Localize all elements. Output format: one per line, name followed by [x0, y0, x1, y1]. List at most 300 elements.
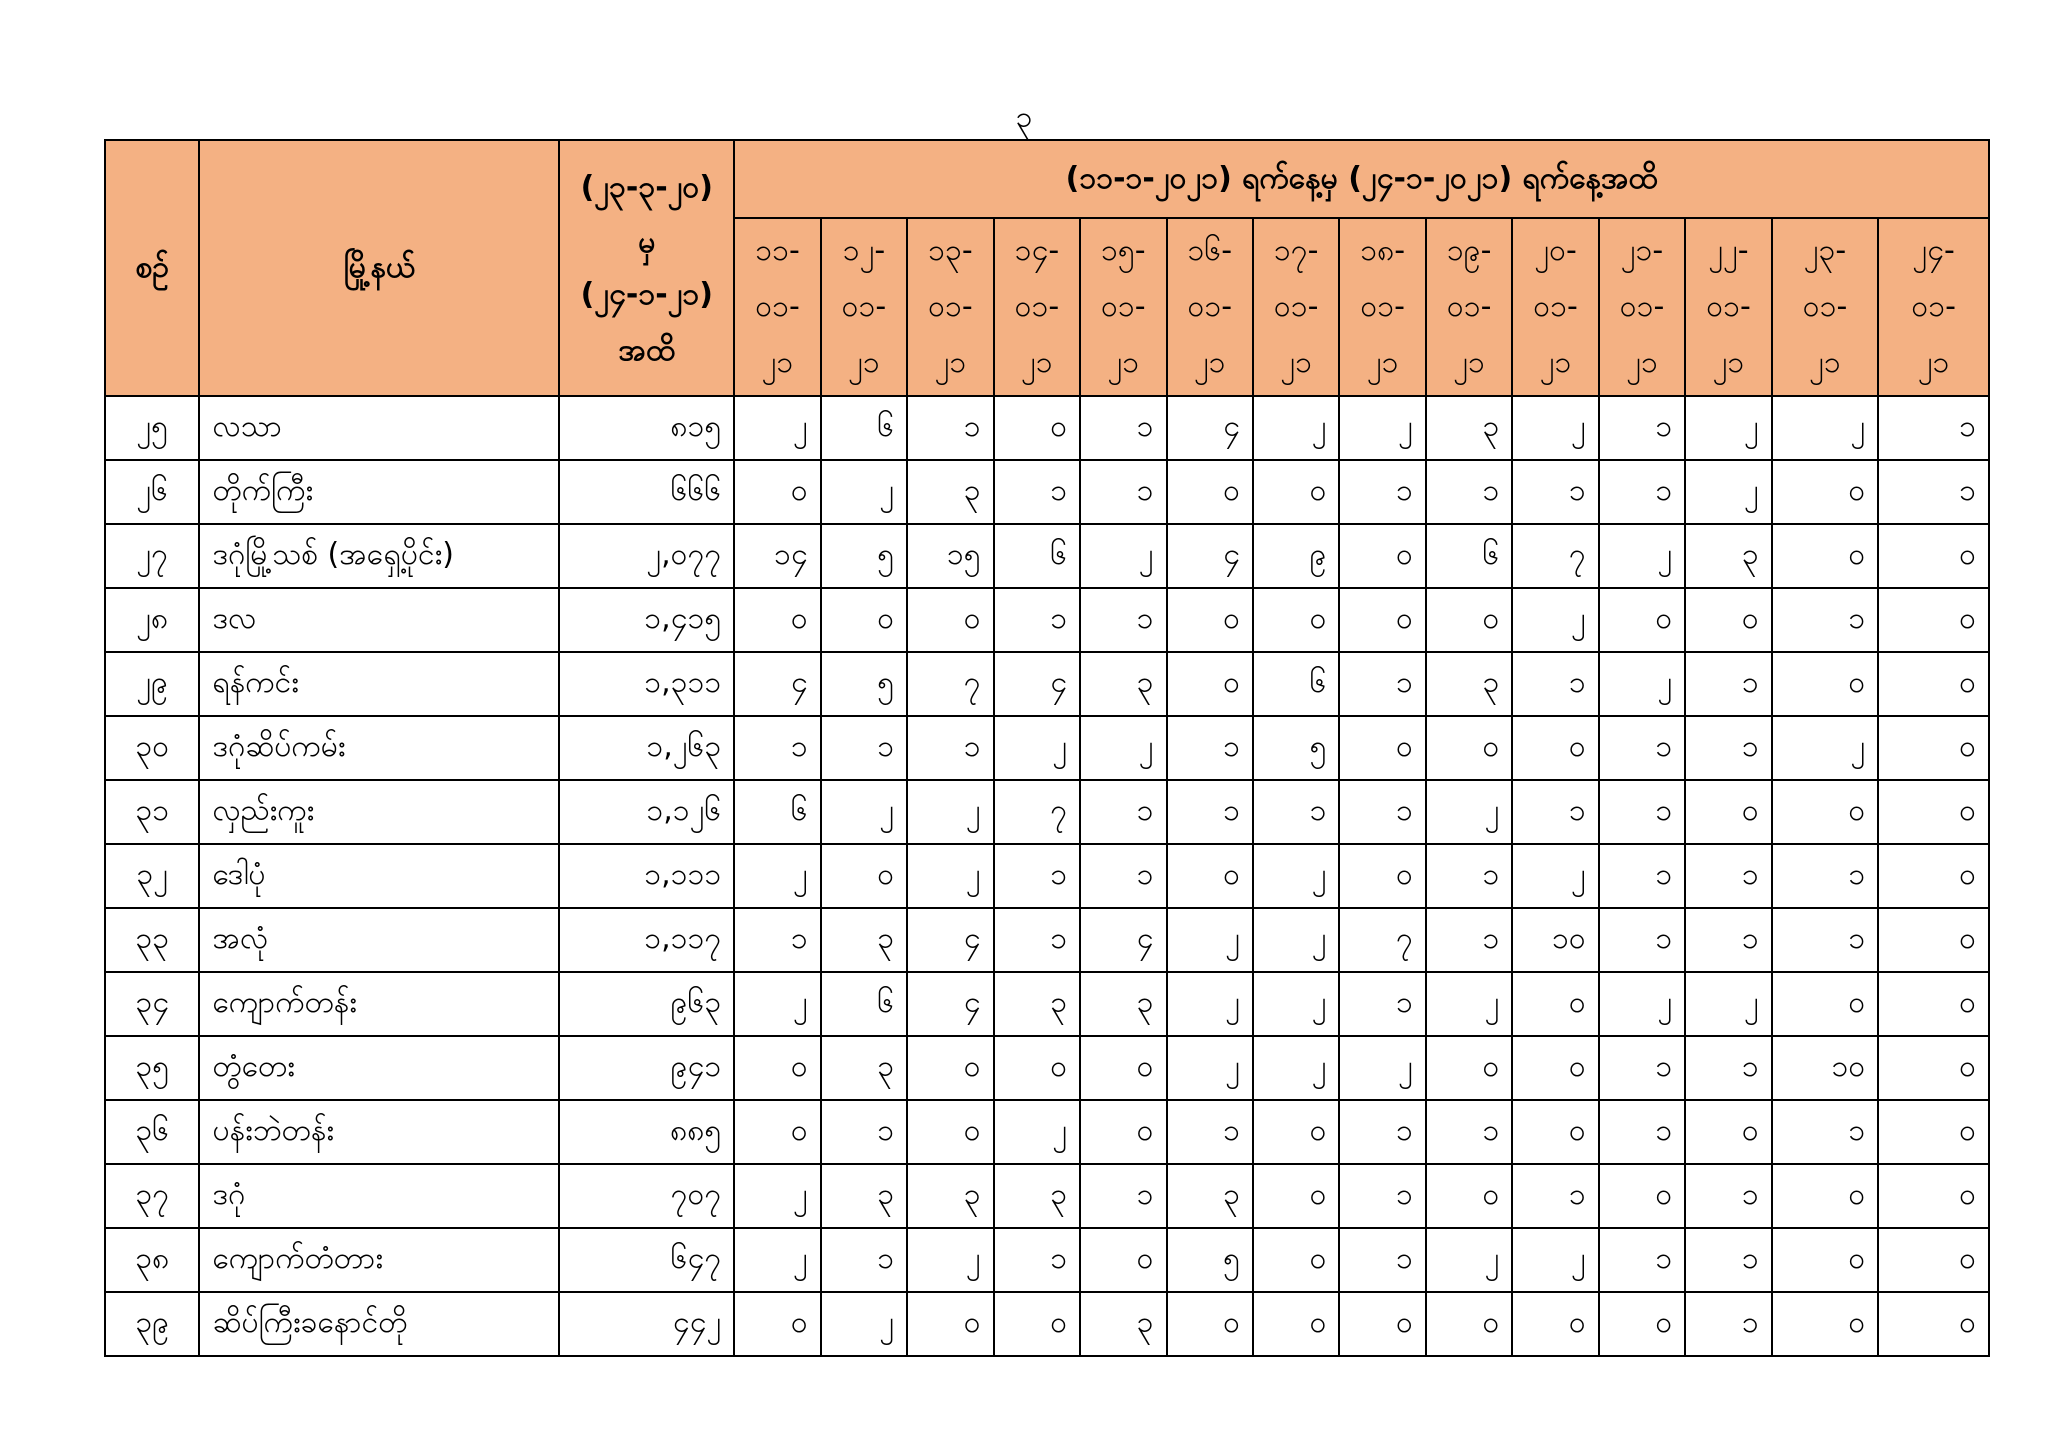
total-cell: ၉၄၁	[559, 1036, 734, 1100]
serial-cell: ၃၇	[105, 1164, 199, 1228]
daily-count-cell: ၁	[994, 1228, 1080, 1292]
daily-count-cell: ၀	[821, 588, 907, 652]
daily-count-cell: ၉	[1253, 524, 1339, 588]
header-date-part: ၀၁-	[1533, 289, 1578, 324]
daily-count-cell: ၁	[1685, 844, 1771, 908]
header-date	[1339, 218, 1425, 396]
header-date	[1253, 218, 1339, 396]
header-date-part: ၂၁	[1917, 345, 1950, 380]
daily-count-cell: ၁	[994, 844, 1080, 908]
daily-count-cell: ၀	[1339, 588, 1425, 652]
daily-count-cell: ၁	[1599, 1100, 1685, 1164]
daily-count-cell: ၃	[1167, 1164, 1253, 1228]
daily-count-cell: ၀	[1685, 1100, 1771, 1164]
daily-count-cell: ၁	[1512, 780, 1598, 844]
header-date	[1599, 218, 1685, 396]
header-date	[821, 218, 907, 396]
header-daily-period: (၁၁-၁-၂၀၂၁) ရက်နေ့မှ (၂၄-၁-၂၀၂၁) ရက်နေ့အထိ	[734, 140, 1989, 218]
total-cell: ၁,၂၆၃	[559, 716, 734, 780]
daily-count-cell: ၁	[1080, 844, 1166, 908]
daily-count-cell: ၇	[1512, 524, 1598, 588]
daily-count-cell: ၀	[1339, 1292, 1425, 1356]
daily-count-cell: ၁	[1599, 1228, 1685, 1292]
table-row	[105, 1228, 1989, 1292]
header-date-part: ၂၁	[1712, 345, 1745, 380]
daily-count-cell: ၁	[1685, 1164, 1771, 1228]
daily-count-cell: ၀	[1253, 588, 1339, 652]
daily-count-cell: ၀	[821, 844, 907, 908]
daily-count-cell: ၂	[907, 844, 993, 908]
daily-count-cell: ၁	[907, 396, 993, 460]
daily-count-cell: ၁	[1599, 844, 1685, 908]
daily-count-cell: ၂	[1426, 780, 1512, 844]
daily-count-cell: ၂	[1426, 972, 1512, 1036]
serial-cell: ၃၅	[105, 1036, 199, 1100]
daily-count-cell: ၀	[1426, 716, 1512, 780]
header-date-part: ၂၁	[1366, 345, 1399, 380]
header-date	[1080, 218, 1166, 396]
daily-count-cell: ၂	[734, 1164, 820, 1228]
township-cell: ဆိပ်ကြီးခနောင်တို	[199, 1292, 559, 1356]
serial-cell: ၃၉	[105, 1292, 199, 1356]
daily-count-cell: ၃	[1080, 972, 1166, 1036]
daily-count-cell: ၁	[1339, 1228, 1425, 1292]
table-row	[105, 1292, 1989, 1356]
daily-count-cell: ၃	[907, 1164, 993, 1228]
total-period-line4: အထိ	[618, 333, 676, 368]
daily-count-cell: ၂	[994, 1100, 1080, 1164]
table-row	[105, 780, 1989, 844]
daily-count-cell: ၂	[1253, 972, 1339, 1036]
daily-count-cell: ၄	[734, 652, 820, 716]
daily-count-cell: ၂	[1512, 588, 1598, 652]
total-period-line1: (၂၃-၃-၂၀)	[580, 170, 714, 205]
daily-count-cell: ၁	[1167, 716, 1253, 780]
header-serial: စဉ်	[105, 140, 199, 396]
daily-count-cell: ၀	[1599, 588, 1685, 652]
header-date-part: ၁၇-	[1273, 233, 1319, 268]
daily-count-cell: ၀	[994, 1036, 1080, 1100]
daily-count-cell: ၀	[1426, 1036, 1512, 1100]
serial-cell: ၂၇	[105, 524, 199, 588]
daily-count-cell: ၁၅	[907, 524, 993, 588]
header-date-part: ၁၉-	[1446, 233, 1492, 268]
total-cell: ၆၆၆	[559, 460, 734, 524]
daily-count-cell: ၀	[1878, 1292, 1989, 1356]
daily-count-cell: ၂	[1167, 908, 1253, 972]
total-cell: ၁,၄၁၅	[559, 588, 734, 652]
daily-count-cell: ၇	[907, 652, 993, 716]
daily-count-cell: ၂	[1512, 1228, 1598, 1292]
daily-count-cell: ၂	[1599, 652, 1685, 716]
daily-count-cell: ၆	[821, 972, 907, 1036]
total-cell: ၉၆၃	[559, 972, 734, 1036]
header-date-part: ၂၁	[848, 345, 880, 380]
daily-count-cell: ၂	[1167, 972, 1253, 1036]
total-cell: ၁,၃၁၁	[559, 652, 734, 716]
daily-count-cell: ၃	[1426, 396, 1512, 460]
township-cell: ရန်ကင်း	[199, 652, 559, 716]
daily-count-cell: ၆	[994, 524, 1080, 588]
daily-count-cell: ၀	[1339, 716, 1425, 780]
daily-count-cell: ၂	[1599, 972, 1685, 1036]
daily-count-cell: ၀	[1878, 1036, 1989, 1100]
daily-count-cell: ၁	[734, 908, 820, 972]
serial-cell: ၃၆	[105, 1100, 199, 1164]
daily-count-cell: ၀	[1080, 1228, 1166, 1292]
daily-count-cell: ၁	[821, 1100, 907, 1164]
daily-count-cell: ၀	[1253, 1228, 1339, 1292]
header-date-part: ၀၁-	[1706, 289, 1751, 324]
daily-count-cell: ၁	[1080, 1164, 1166, 1228]
daily-count-cell: ၀	[1512, 1100, 1598, 1164]
total-cell: ၄၄၂	[559, 1292, 734, 1356]
daily-count-cell: ၂	[1772, 716, 1879, 780]
header-date	[1167, 218, 1253, 396]
daily-count-cell: ၂	[1339, 1036, 1425, 1100]
daily-count-cell: ၄	[1080, 908, 1166, 972]
header-date-part: ၁၆-	[1187, 233, 1233, 268]
daily-count-cell: ၁	[1339, 1100, 1425, 1164]
township-cell: တွံတေး	[199, 1036, 559, 1100]
daily-count-cell: ၀	[1167, 460, 1253, 524]
serial-cell: ၃၁	[105, 780, 199, 844]
total-cell: ၈၈၅	[559, 1100, 734, 1164]
header-date-part: ၂၀-	[1534, 233, 1577, 268]
daily-count-cell: ၀	[1685, 588, 1771, 652]
header-date	[734, 218, 820, 396]
daily-count-cell: ၁	[1167, 1100, 1253, 1164]
daily-count-cell: ၃	[994, 972, 1080, 1036]
daily-count-cell: ၁	[1599, 780, 1685, 844]
daily-count-cell: ၁	[734, 716, 820, 780]
header-date-part: ၀၁-	[1187, 289, 1233, 324]
daily-count-cell: ၀	[734, 588, 820, 652]
daily-count-cell: ၀	[1772, 780, 1879, 844]
total-cell: ၁,၁၁၁	[559, 844, 734, 908]
daily-count-cell: ၀	[1772, 1164, 1879, 1228]
total-period-line3: (၂၄-၁-၂၁)	[580, 277, 714, 312]
daily-count-cell: ၂	[1339, 396, 1425, 460]
daily-count-cell: ၁	[1167, 780, 1253, 844]
serial-cell: ၂၈	[105, 588, 199, 652]
township-cell: ဒဂုံမြို့သစ် (အရှေ့ပိုင်း)	[199, 524, 559, 588]
township-cell: ကျောက်တံတား	[199, 1228, 559, 1292]
daily-count-cell: ၁	[1685, 908, 1771, 972]
daily-count-cell: ၀	[1080, 1036, 1166, 1100]
daily-count-cell: ၁	[1339, 972, 1425, 1036]
daily-count-cell: ၁	[994, 908, 1080, 972]
daily-count-cell: ၁	[1253, 780, 1339, 844]
daily-count-cell: ၃	[821, 1036, 907, 1100]
daily-count-cell: ၂	[1253, 1036, 1339, 1100]
daily-count-cell: ၂	[1253, 396, 1339, 460]
daily-count-cell: ၀	[907, 588, 993, 652]
header-date-part: ၂၁	[934, 345, 967, 380]
header-date-part: ၁၁-	[755, 233, 800, 268]
daily-count-cell: ၁	[1599, 716, 1685, 780]
daily-count-cell: ၁	[1426, 908, 1512, 972]
table-row	[105, 972, 1989, 1036]
daily-count-cell: ၁၀	[1772, 1036, 1879, 1100]
township-cell: လသာ	[199, 396, 559, 460]
serial-cell: ၃၈	[105, 1228, 199, 1292]
daily-count-cell: ၀	[1878, 844, 1989, 908]
daily-count-cell: ၀	[1772, 972, 1879, 1036]
daily-count-cell: ၀	[994, 396, 1080, 460]
header-date-part: ၁၂-	[842, 233, 886, 268]
table-row	[105, 460, 1989, 524]
header-date-part: ၀၁-	[1802, 289, 1848, 324]
daily-count-cell: ၁	[1599, 460, 1685, 524]
daily-count-cell: ၂	[1426, 1228, 1512, 1292]
daily-count-cell: ၁	[1080, 460, 1166, 524]
serial-cell: ၃၀	[105, 716, 199, 780]
table-row	[105, 524, 1989, 588]
header-date-part: ၁၃-	[928, 233, 973, 268]
daily-count-cell: ၁	[1685, 1036, 1771, 1100]
daily-count-cell: ၁	[1426, 460, 1512, 524]
serial-cell: ၃၂	[105, 844, 199, 908]
daily-count-cell: ၁	[1426, 844, 1512, 908]
daily-count-cell: ၆	[1426, 524, 1512, 588]
table-row	[105, 1036, 1989, 1100]
header-date-part: ၀၁-	[1360, 289, 1405, 324]
daily-count-cell: ၀	[1878, 588, 1989, 652]
daily-count-cell: ၀	[1167, 588, 1253, 652]
daily-count-cell: ၀	[1167, 1292, 1253, 1356]
daily-count-cell: ၁	[1339, 652, 1425, 716]
header-date-part: ၂၁	[1107, 345, 1140, 380]
daily-count-cell: ၀	[1512, 716, 1598, 780]
daily-count-cell: ၁	[1772, 844, 1879, 908]
header-date-part: ၀၁-	[841, 289, 887, 324]
header-date-part: ၀၁-	[1446, 289, 1492, 324]
daily-count-cell: ၁	[1339, 780, 1425, 844]
daily-count-cell: ၀	[1080, 1100, 1166, 1164]
header-date-part: ၂၁	[1626, 345, 1658, 380]
serial-cell: ၃၄	[105, 972, 199, 1036]
header-date-part: ၀၁-	[928, 289, 973, 324]
header-date-part: ၀၁-	[1014, 289, 1060, 324]
daily-count-cell: ၄	[994, 652, 1080, 716]
daily-count-cell: ၁	[1685, 652, 1771, 716]
daily-count-cell: ၅	[821, 652, 907, 716]
header-date	[1512, 218, 1598, 396]
daily-count-cell: ၇	[994, 780, 1080, 844]
daily-count-cell: ၀	[1599, 1164, 1685, 1228]
daily-count-cell: ၀	[1878, 972, 1989, 1036]
table-row	[105, 1164, 1989, 1228]
daily-count-cell: ၄	[907, 972, 993, 1036]
daily-count-cell: ၁	[994, 588, 1080, 652]
daily-count-cell: ၀	[1878, 780, 1989, 844]
daily-count-cell: ၀	[907, 1292, 993, 1356]
daily-count-cell: ၀	[1878, 908, 1989, 972]
table-row	[105, 716, 1989, 780]
daily-count-cell: ၀	[1339, 844, 1425, 908]
daily-count-cell: ၄	[1167, 396, 1253, 460]
daily-count-cell: ၀	[1253, 1100, 1339, 1164]
header-date	[1772, 218, 1879, 396]
total-cell: ၇၀၇	[559, 1164, 734, 1228]
daily-count-cell: ၀	[1772, 652, 1879, 716]
daily-count-cell: ၂	[1167, 1036, 1253, 1100]
township-cell: အလုံ	[199, 908, 559, 972]
daily-count-cell: ၃	[907, 460, 993, 524]
daily-count-cell: ၀	[907, 1036, 993, 1100]
daily-count-cell: ၁	[1080, 396, 1166, 460]
daily-count-cell: ၅	[1167, 1228, 1253, 1292]
daily-count-cell: ၀	[1772, 1228, 1879, 1292]
table-row	[105, 844, 1989, 908]
daily-count-cell: ၀	[1599, 1292, 1685, 1356]
daily-count-cell: ၀	[1878, 524, 1989, 588]
page-number: ၃	[1015, 100, 1033, 135]
daily-count-cell: ၀	[1685, 780, 1771, 844]
daily-count-cell: ၀	[734, 1292, 820, 1356]
daily-count-cell: ၀	[1253, 460, 1339, 524]
daily-count-cell: ၂	[1772, 396, 1879, 460]
daily-count-cell: ၀	[1426, 588, 1512, 652]
daily-count-cell: ၀	[1878, 716, 1989, 780]
daily-count-cell: ၀	[1878, 1100, 1989, 1164]
daily-count-cell: ၀	[1167, 652, 1253, 716]
daily-count-cell: ၂	[1512, 844, 1598, 908]
daily-count-cell: ၁	[1878, 396, 1989, 460]
daily-count-cell: ၁	[1685, 716, 1771, 780]
header-date-part: ၀၁-	[1911, 289, 1956, 324]
daily-count-cell: ၁	[1685, 1228, 1771, 1292]
daily-count-cell: ၂	[1080, 524, 1166, 588]
daily-count-cell: ၀	[1339, 524, 1425, 588]
daily-count-cell: ၂	[734, 972, 820, 1036]
header-date-part: ၁၄-	[1014, 233, 1060, 268]
header-date-part: ၀၁-	[1273, 289, 1319, 324]
header-date	[1878, 218, 1989, 396]
table-row	[105, 1100, 1989, 1164]
daily-count-cell: ၀	[734, 460, 820, 524]
township-cell: ပန်းဘဲတန်း	[199, 1100, 559, 1164]
daily-count-cell: ၂	[994, 716, 1080, 780]
township-cell: ဒလ	[199, 588, 559, 652]
daily-count-cell: ၁	[907, 716, 993, 780]
daily-count-cell: ၂	[821, 1292, 907, 1356]
total-cell: ၁,၁၁၇	[559, 908, 734, 972]
daily-count-cell: ၂	[1685, 972, 1771, 1036]
daily-count-cell: ၀	[734, 1100, 820, 1164]
daily-count-cell: ၁	[1772, 908, 1879, 972]
daily-count-cell: ၂	[821, 460, 907, 524]
header-township: မြို့နယ်	[199, 140, 559, 396]
daily-count-cell: ၀	[994, 1292, 1080, 1356]
daily-count-cell: ၂	[734, 396, 820, 460]
daily-count-cell: ၂	[1253, 908, 1339, 972]
serial-cell: ၂၆	[105, 460, 199, 524]
daily-count-cell: ၁	[1512, 652, 1598, 716]
daily-count-cell: ၀	[1253, 1164, 1339, 1228]
daily-count-cell: ၀	[1772, 1292, 1879, 1356]
daily-count-cell: ၀	[1512, 1036, 1598, 1100]
daily-count-cell: ၀	[1878, 652, 1989, 716]
daily-count-cell: ၁	[1772, 1100, 1879, 1164]
header-date-part: ၁၈-	[1360, 233, 1406, 268]
daily-count-cell: ၁	[1599, 1036, 1685, 1100]
daily-count-cell: ၂	[1599, 524, 1685, 588]
daily-count-cell: ၀	[1253, 1292, 1339, 1356]
daily-count-cell: ၀	[734, 1036, 820, 1100]
township-cell: လှည်းကူး	[199, 780, 559, 844]
daily-count-cell: ၅	[1253, 716, 1339, 780]
header-date-part: ၂၁	[1193, 345, 1226, 380]
total-cell: ၂,၀၇၇	[559, 524, 734, 588]
daily-count-cell: ၀	[1512, 972, 1598, 1036]
table-row	[105, 588, 1989, 652]
daily-count-cell: ၂	[1685, 460, 1771, 524]
daily-count-cell: ၂	[907, 1228, 993, 1292]
township-cell: တိုက်ကြီး	[199, 460, 559, 524]
header-date-part: ၂၁	[1021, 345, 1053, 380]
header-date	[907, 218, 993, 396]
daily-count-cell: ၅	[821, 524, 907, 588]
header-date-part: ၂၁	[1809, 345, 1841, 380]
total-cell: ၆၄၇	[559, 1228, 734, 1292]
daily-count-cell: ၁၀	[1512, 908, 1598, 972]
daily-count-cell: ၁	[821, 1228, 907, 1292]
township-cell: ဒဂုံ	[199, 1164, 559, 1228]
daily-count-cell: ၀	[1426, 1292, 1512, 1356]
header-date-part: ၂၁	[1539, 345, 1572, 380]
daily-count-cell: ၁	[1339, 460, 1425, 524]
header-date-part: ၂၁	[1453, 345, 1485, 380]
table-row	[105, 652, 1989, 716]
table-row	[105, 396, 1989, 460]
daily-count-cell: ၆	[734, 780, 820, 844]
serial-cell: ၂၅	[105, 396, 199, 460]
daily-count-cell: ၂	[1685, 396, 1771, 460]
daily-count-cell: ၂	[821, 780, 907, 844]
daily-count-cell: ၁	[1512, 1164, 1598, 1228]
header-total-period	[559, 140, 734, 396]
daily-count-cell: ၂	[1512, 396, 1598, 460]
daily-count-cell: ၃	[1080, 652, 1166, 716]
header-date	[1685, 218, 1771, 396]
total-period-line2: မှ	[638, 225, 656, 260]
daily-count-cell: ၁	[1599, 908, 1685, 972]
serial-cell: ၃၃	[105, 908, 199, 972]
daily-count-cell: ၁	[1339, 1164, 1425, 1228]
header-date-part: ၂၁-	[1620, 233, 1664, 268]
daily-count-cell: ၂	[1253, 844, 1339, 908]
header-date-part: ၀၁-	[1619, 289, 1665, 324]
daily-count-cell: ၁	[1772, 588, 1879, 652]
daily-count-cell: ၁	[1599, 396, 1685, 460]
daily-count-cell: ၃	[821, 1164, 907, 1228]
township-cell: ဒဂုံဆိပ်ကမ်း	[199, 716, 559, 780]
header-date-part: ၂၁	[761, 345, 794, 380]
daily-count-cell: ၃	[1685, 524, 1771, 588]
daily-count-cell: ၆	[1253, 652, 1339, 716]
daily-count-cell: ၃	[1080, 1292, 1166, 1356]
daily-count-cell: ၀	[1878, 1228, 1989, 1292]
daily-count-cell: ၁	[1080, 780, 1166, 844]
header-date-part: ၂၂-	[1708, 233, 1749, 268]
daily-count-cell: ၁၄	[734, 524, 820, 588]
serial-cell: ၂၉	[105, 652, 199, 716]
header-date-part: ၂၄-	[1912, 233, 1955, 268]
total-cell: ၁,၁၂၆	[559, 780, 734, 844]
daily-count-cell: ၀	[1512, 1292, 1598, 1356]
